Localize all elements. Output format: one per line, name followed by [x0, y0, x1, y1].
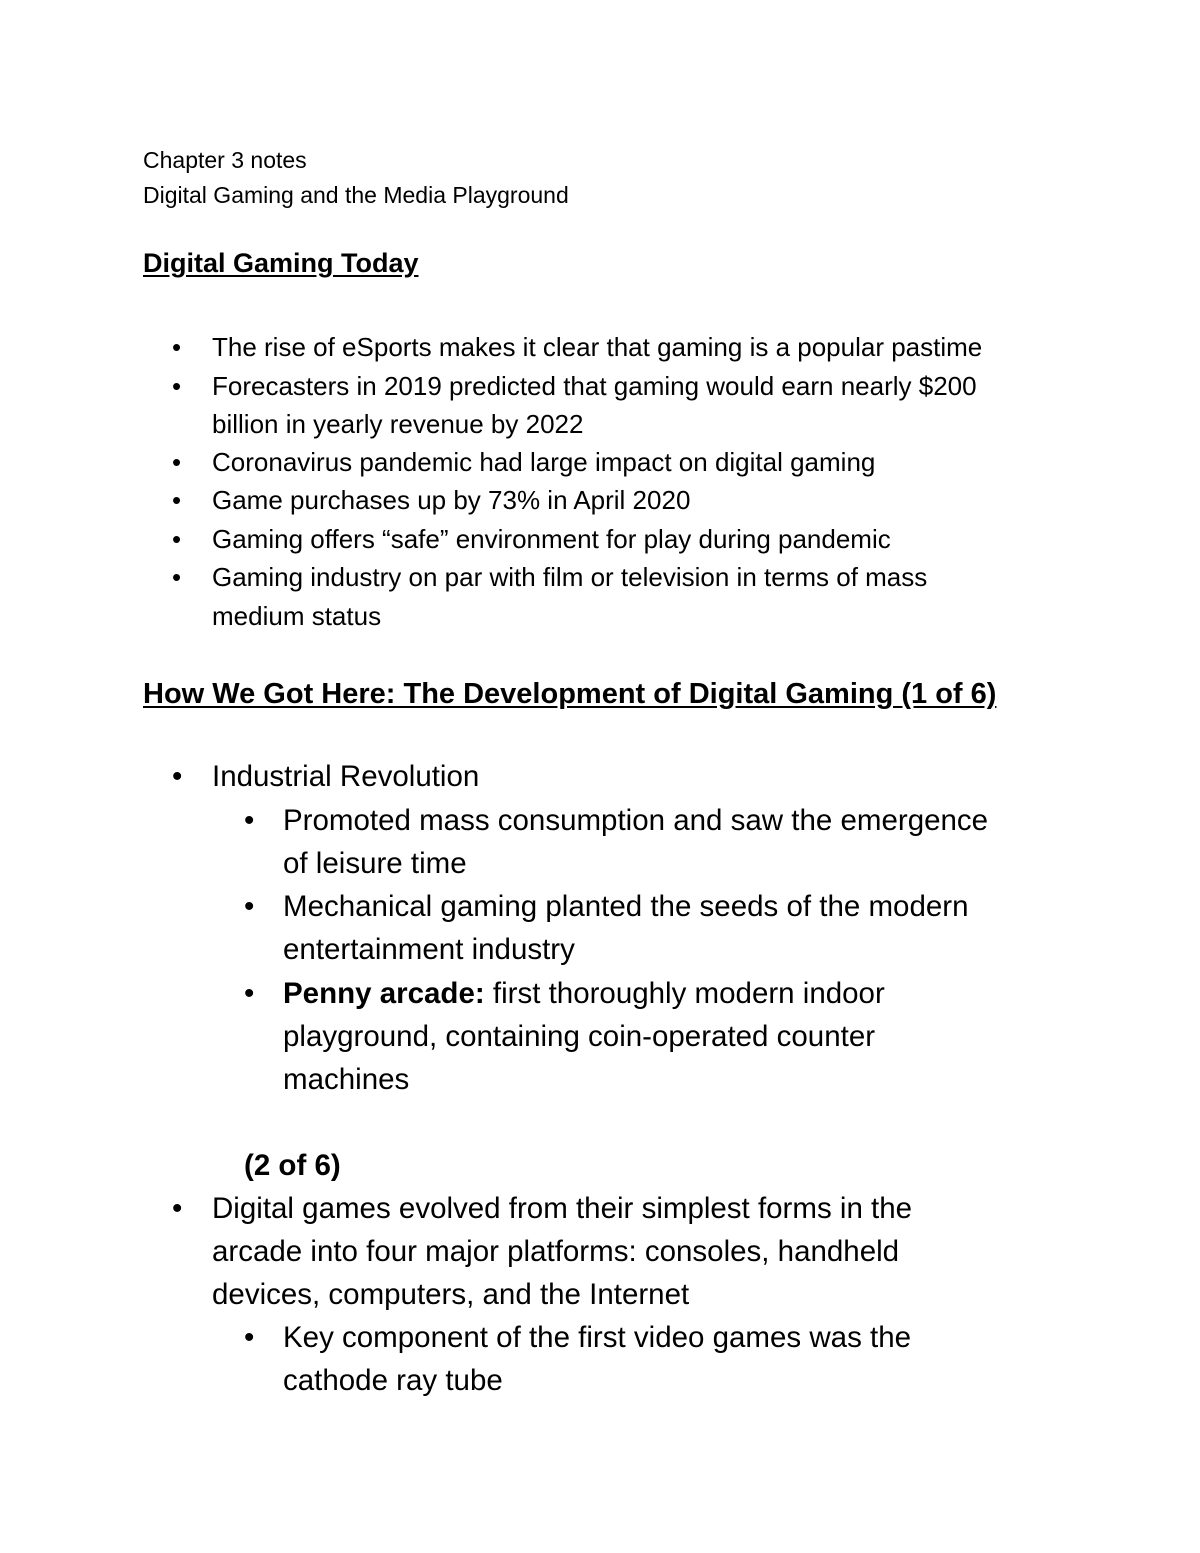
- bullet-icon: •: [172, 447, 182, 477]
- list-item: Gaming industry on par with film or television in terms of mass: [212, 562, 928, 592]
- list-item-continuation: billion in yearly revenue by 2022: [212, 409, 584, 439]
- sub-list-item-continuation: machines: [283, 1063, 410, 1096]
- list-item: Industrial Revolution: [212, 760, 480, 793]
- bullet-icon: •: [172, 562, 182, 592]
- chapter-label: Chapter 3 notes: [143, 147, 307, 173]
- bullet-icon: •: [172, 524, 182, 554]
- list-item: Game purchases up by 73% in April 2020: [212, 485, 691, 515]
- section-label-2-of-6: (2 of 6): [244, 1149, 341, 1182]
- bullet-icon: •: [172, 371, 182, 401]
- bullet-icon: •: [244, 890, 255, 923]
- list-item: Forecasters in 2019 predicted that gaming would earn nearly $200: [212, 371, 977, 401]
- sub-list-item: Mechanical gaming planted the seeds of the modern: [283, 890, 969, 923]
- list-item: The rise of eSports makes it clear that gaming is a popular pastime: [212, 332, 983, 362]
- sub-list-item-continuation: cathode ray tube: [283, 1364, 503, 1397]
- list-item: Coronavirus pandemic had large impact on digital gaming: [212, 447, 876, 477]
- list-item: Digital games evolved from their simplest forms in the: [212, 1192, 913, 1225]
- bullet-icon: •: [172, 1192, 183, 1225]
- bullet-icon: •: [244, 804, 255, 837]
- section-heading-development: How We Got Here: The Development of Digital Gaming (1 of 6): [143, 678, 997, 710]
- document-subtitle: Digital Gaming and the Media Playground: [143, 182, 569, 208]
- sub-list-item: Promoted mass consumption and saw the emergence: [283, 804, 989, 837]
- bullet-icon: •: [172, 332, 182, 362]
- term-penny-arcade: Penny arcade:: [283, 977, 485, 1010]
- sub-list-item-continuation: of leisure time: [283, 847, 467, 880]
- bullet-icon: •: [244, 1321, 255, 1354]
- bullet-icon: •: [172, 760, 183, 793]
- sub-list-item-continuation: entertainment industry: [283, 933, 575, 966]
- definition-text: first thoroughly modern indoor: [484, 977, 885, 1010]
- list-item: Gaming offers “safe” environment for play during pandemic: [212, 524, 891, 554]
- sub-list-item: Key component of the first video games was the: [283, 1321, 912, 1354]
- sub-list-item: [283, 979, 885, 1009]
- sub-list-item-continuation: playground, containing coin-operated counter: [283, 1020, 876, 1053]
- bullet-icon: •: [172, 485, 182, 515]
- list-item-continuation: medium status: [212, 601, 382, 631]
- list-item-continuation: arcade into four major platforms: consoles, handheld: [212, 1235, 900, 1268]
- list-item-continuation: devices, computers, and the Internet: [212, 1278, 690, 1311]
- bullet-icon: •: [244, 977, 255, 1010]
- section-heading-digital-gaming-today: Digital Gaming Today: [143, 248, 419, 278]
